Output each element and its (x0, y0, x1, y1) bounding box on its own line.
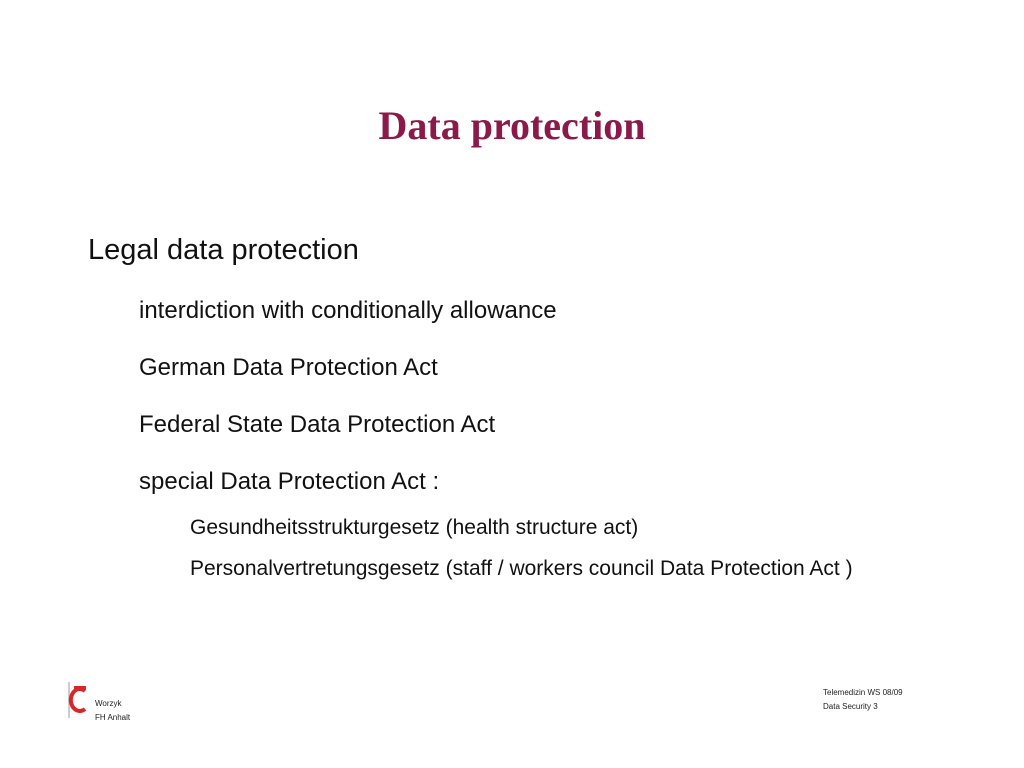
sub-bullet-item: Gesundheitsstrukturgesetz (health structure act) (190, 516, 639, 539)
bullet-item: Federal State Data Protection Act (139, 411, 496, 438)
bullet-item: German Data Protection Act (139, 354, 438, 381)
sub-bullet-item: Personalvertretungsgesetz (staff / workers council Data Protection Act ) (190, 557, 853, 580)
footer-right (823, 686, 903, 714)
footer-institution: FH Anhalt (95, 713, 131, 722)
footer-course: Telemedizin WS 08/09 (823, 688, 903, 697)
bullet-item: special Data Protection Act : (139, 468, 440, 495)
footer-author: Worzyk (95, 699, 122, 708)
bullet-item: interdiction with conditionally allowance (139, 297, 557, 324)
footer-slide-label: Data Security 3 (823, 702, 878, 711)
fh-anhalt-logo-icon (68, 682, 90, 718)
heading-legal-data-protection: Legal data protection (88, 234, 359, 266)
slide-title: Data protection (378, 103, 646, 148)
footer-left (95, 697, 130, 725)
